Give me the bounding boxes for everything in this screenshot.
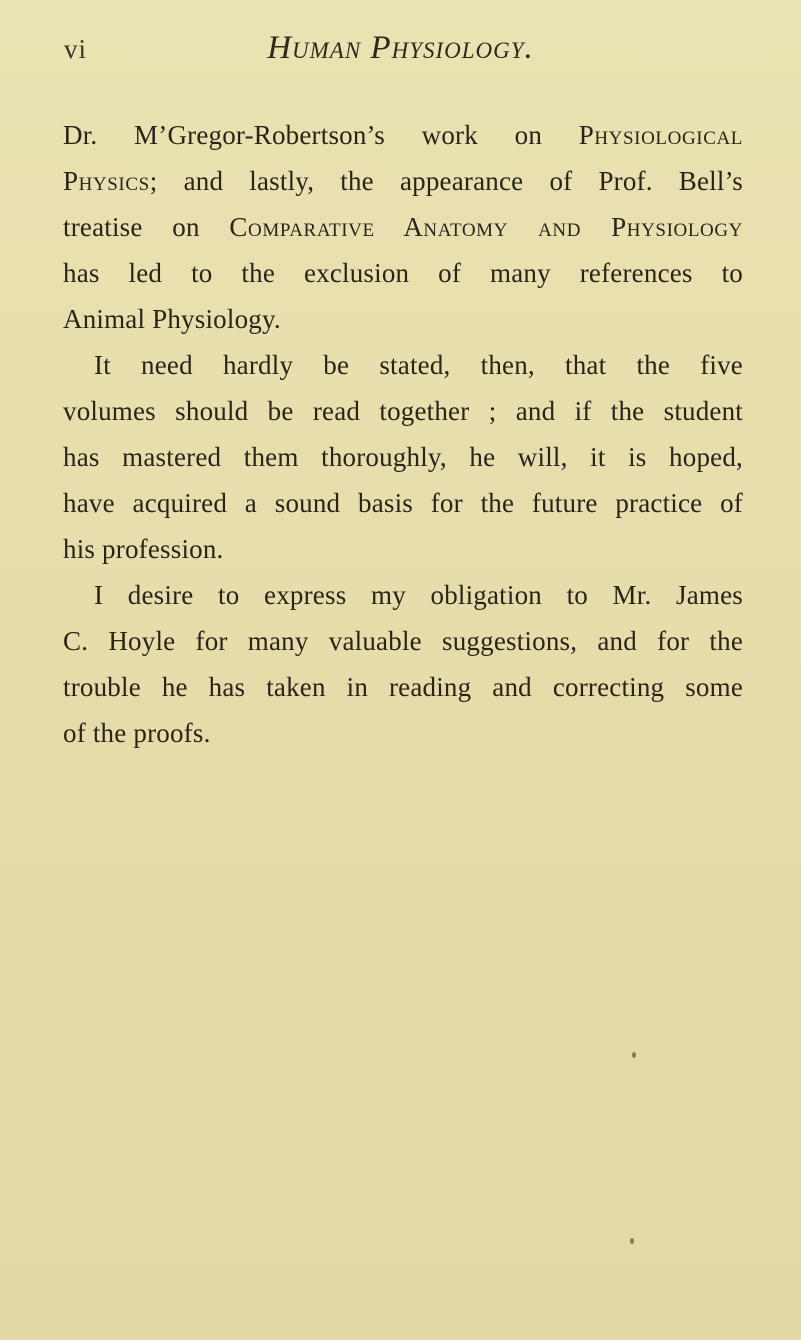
text-line xyxy=(63,480,743,526)
text-run: trouble he has taken in reading and correcting some xyxy=(63,672,743,702)
text-line xyxy=(63,572,743,618)
running-title: Human Physiology. xyxy=(267,30,534,66)
text-run: C. Hoyle for many valuable suggestions, and for the xyxy=(63,626,743,656)
text-run: has mastered them thoroughly, he will, it is hoped, xyxy=(63,442,743,472)
paragraph xyxy=(63,572,743,756)
paragraph xyxy=(63,342,743,572)
text-run: ; and lastly, the appearance of Prof. Bell’s xyxy=(149,166,743,196)
running-head xyxy=(56,30,745,74)
text-run: Dr. M’Gregor-Robertson’s work on xyxy=(63,120,579,150)
small-caps-run: Physics xyxy=(63,166,150,196)
text-line xyxy=(63,664,743,710)
body-text xyxy=(63,112,743,756)
text-line xyxy=(63,342,743,388)
text-run: It need hardly be stated, then, that the five xyxy=(94,350,743,380)
text-line xyxy=(63,204,743,250)
text-run: treatise on xyxy=(63,212,230,242)
text-line xyxy=(63,388,743,434)
text-line xyxy=(63,250,743,296)
text-run: his profession. xyxy=(63,534,224,564)
text-line xyxy=(63,296,743,342)
paper-speck xyxy=(632,1052,636,1058)
text-line xyxy=(63,618,743,664)
text-run: I desire to express my obligation to Mr. James xyxy=(94,580,743,610)
text-run: have acquired a sound basis for the future practice of xyxy=(63,488,743,518)
text-line xyxy=(63,434,743,480)
text-line xyxy=(63,526,743,572)
text-line xyxy=(63,710,743,756)
page-number: vi xyxy=(64,34,88,64)
text-line xyxy=(63,158,743,204)
paper-speck xyxy=(630,1238,634,1244)
text-run: Animal Physiology. xyxy=(63,304,281,334)
small-caps-run: Physiological xyxy=(578,120,743,150)
small-caps-run: Comparative Anatomy and Physiology xyxy=(229,212,743,242)
text-line xyxy=(63,112,743,158)
text-run: has led to the exclusion of many references to xyxy=(63,258,743,288)
paragraph xyxy=(63,112,743,342)
text-run: volumes should be read together ; and if the student xyxy=(63,396,743,426)
text-run: of the proofs. xyxy=(63,718,211,748)
